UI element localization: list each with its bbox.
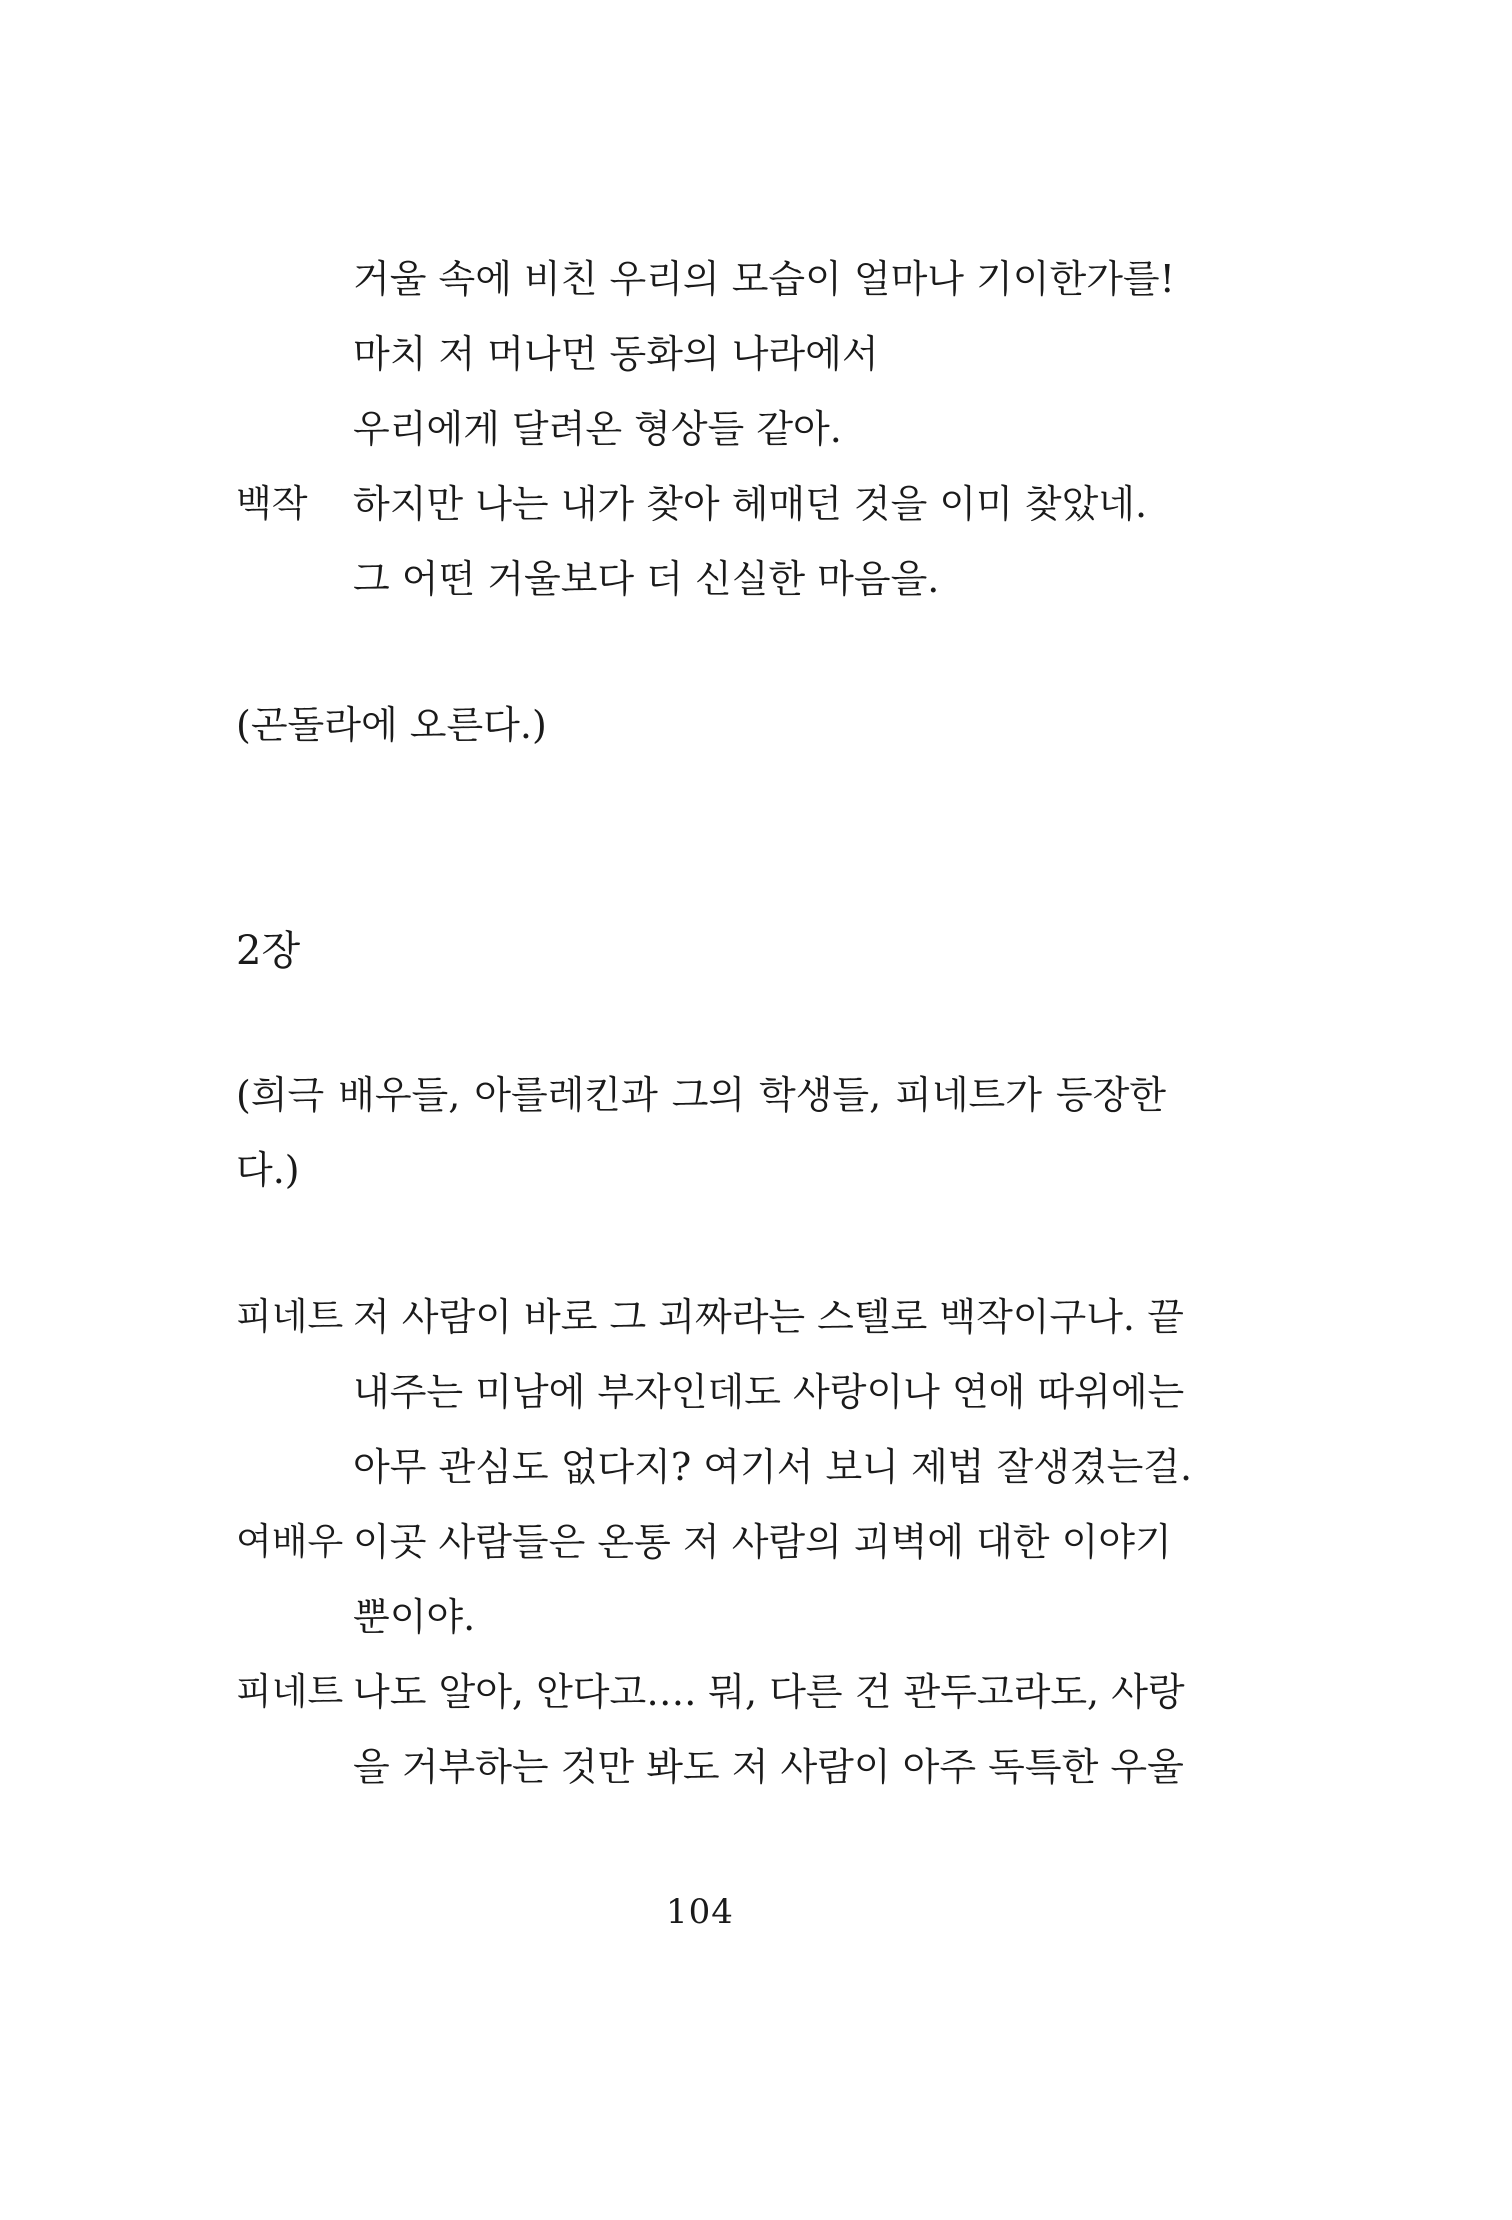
dialogue-line: 을 거부하는 것만 봐도 저 사람이 아주 독특한 우울 <box>353 1745 1184 1789</box>
verse-line-1: 거울 속에 비친 우리의 모습이 얼마나 기이한가를! <box>353 257 1175 301</box>
dialogue-line: 이곳 사람들은 온통 저 사람의 괴벽에 대한 이야기 <box>353 1520 1172 1564</box>
stage-direction: (희극 배우들, 아를레킨과 그의 학생들, 피네트가 등장한 <box>236 1073 1166 1117</box>
dialogue-line: 뿐이야. <box>353 1595 476 1639</box>
scene-heading: 2장 <box>236 928 301 974</box>
dialogue-line: 저 사람이 바로 그 괴짜라는 스텔로 백작이구나. 끝 <box>353 1295 1184 1339</box>
speaker-finette: 피네트 <box>236 1670 344 1713</box>
speaker-finette: 피네트 <box>236 1295 344 1338</box>
speaker-actress: 여배우 <box>236 1520 344 1563</box>
verse-line-2: 마치 저 머나먼 동화의 나라에서 <box>353 332 879 376</box>
verse-line-3: 우리에게 달려온 형상들 같아. <box>353 407 842 451</box>
stage-direction: (곤돌라에 오른다.) <box>236 703 547 747</box>
dialogue-line: 하지만 나는 내가 찾아 헤매던 것을 이미 찾았네. <box>353 482 1148 526</box>
dialogue-line: 나도 알아, 안다고…. 뭐, 다른 건 관두고라도, 사랑 <box>353 1670 1185 1714</box>
dialogue-line: 내주는 미남에 부자인데도 사랑이나 연애 따위에는 <box>353 1370 1185 1414</box>
speaker-baekjak: 백작 <box>236 482 308 525</box>
dialogue-line: 아무 관심도 없다지? 여기서 보니 제법 잘생겼는걸. <box>353 1445 1193 1489</box>
page-number: 104 <box>666 1892 734 1932</box>
dialogue-line: 그 어떤 거울보다 더 신실한 마음을. <box>353 557 940 601</box>
stage-direction: 다.) <box>236 1148 300 1192</box>
